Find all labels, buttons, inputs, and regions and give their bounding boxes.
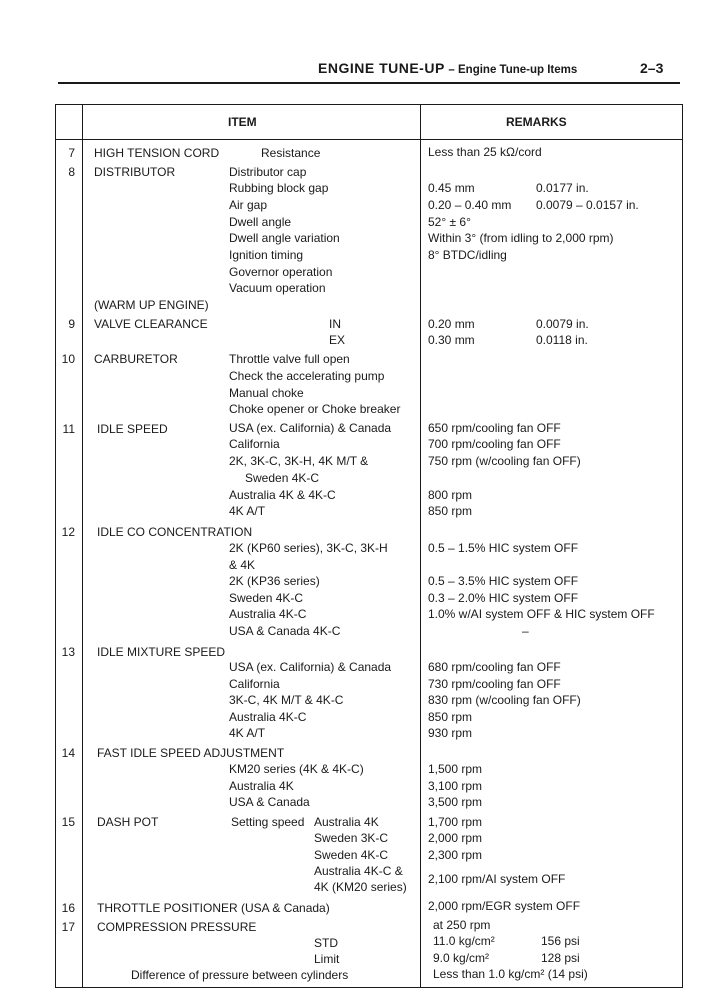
remark-value: Less than 1.0 kg/cm² (14 psi) (433, 967, 588, 981)
page-number: 2–3 (640, 60, 664, 76)
row-number: 12 (61, 525, 75, 539)
condition-note: (WARM UP ENGINE) (94, 298, 209, 312)
remark-value: at 250 rpm (433, 918, 491, 932)
sub-item: Vacuum operation (229, 281, 326, 295)
sub-item: Dwell angle variation (229, 231, 340, 245)
sub-item: 4K (KM20 series) (314, 880, 407, 894)
item-title: THROTTLE POSITIONER (USA & Canada) (97, 901, 330, 915)
remark-value: 0.45 mm (428, 181, 475, 195)
remark-inch: 0.0177 in. (536, 181, 589, 195)
sub-item: IN (329, 317, 341, 331)
remark-value: 930 rpm (428, 726, 473, 740)
header-rule (58, 82, 680, 84)
row-number: 15 (61, 815, 75, 829)
remark-value: 700 rpm/cooling fan OFF (428, 437, 561, 451)
sub-item: Dwell angle (229, 215, 292, 229)
item-title: DASH POT (97, 815, 159, 829)
sub-item: Australia 4K (314, 815, 379, 829)
row-number: 8 (68, 165, 75, 179)
remark-value: 0.5 – 3.5% HIC system OFF (428, 574, 579, 588)
remark-value: 1,700 rpm (428, 815, 483, 829)
item-title: VALVE CLEARANCE (94, 317, 208, 331)
row-number: 7 (68, 146, 75, 160)
remark-value: 8° BTDC/idling (428, 248, 507, 262)
row-number: 10 (61, 352, 75, 366)
item-detail: Resistance (261, 146, 321, 160)
remark-value: 0.3 – 2.0% HIC system OFF (428, 591, 579, 605)
remarks-column-rule (420, 105, 421, 987)
remark-value: 1,500 rpm (428, 762, 483, 776)
header-title: ENGINE TUNE-UP (318, 60, 445, 76)
remark-value: 800 rpm (428, 488, 473, 502)
sub-item: Sweden 3K-C (314, 831, 389, 845)
row-number: 16 (61, 901, 75, 915)
sub-item: Australia 4K (229, 779, 294, 793)
item-title: DISTRIBUTOR (94, 165, 176, 179)
remark-value: – (522, 624, 529, 638)
sub-item: 4K A/T (229, 726, 266, 740)
sub-item: Rubbing block gap (229, 181, 329, 195)
remark-value: 3,100 rpm (428, 779, 483, 793)
sub-item: USA (ex. California) & Canada (229, 421, 392, 435)
sub-item: USA (ex. California) & Canada (229, 660, 392, 674)
sub-item: Sweden 4K-C (314, 848, 389, 862)
item-detail: Setting speed (231, 815, 305, 829)
header-row-rule (56, 139, 682, 140)
row-number: 9 (68, 317, 75, 331)
sub-item: 2K (KP60 series), 3K-C, 3K-H (229, 541, 388, 555)
sub-item: USA & Canada 4K-C (229, 624, 341, 638)
item-title: COMPRESSION PRESSURE (97, 920, 257, 934)
remark-value: 9.0 kg/cm² (433, 951, 490, 965)
remark-value: Less than 25 kΩ/cord (428, 145, 542, 159)
row-number: 11 (62, 422, 75, 436)
item-column-header: ITEM (228, 115, 257, 129)
running-header (318, 60, 577, 76)
remark-value: 3,500 rpm (428, 795, 483, 809)
item-title: CARBURETOR (94, 352, 178, 366)
num-column-rule (82, 105, 83, 987)
remark-value: Within 3° (from idling to 2,000 rpm) (428, 231, 614, 245)
remark-value: 52° ± 6° (428, 215, 471, 229)
sub-item: Ignition timing (229, 248, 304, 262)
remark-value: 750 rpm (w/cooling fan OFF) (428, 454, 581, 468)
sub-item: Air gap (229, 198, 268, 212)
remark-value: 850 rpm (428, 710, 473, 724)
remark-value: 0.5 – 1.5% HIC system OFF (428, 541, 579, 555)
sub-item: EX (329, 333, 346, 347)
sub-item: Australia 4K-C & (314, 864, 403, 878)
remarks-column-header: REMARKS (506, 115, 567, 129)
remark-value: 11.0 kg/cm² (433, 934, 495, 948)
remark-inch: 0.0118 in. (536, 333, 588, 347)
remark-inch: 128 psi (541, 951, 580, 965)
remark-value: 2,000 rpm (428, 831, 483, 845)
remark-value: 2,100 rpm/AI system OFF (428, 872, 566, 886)
sub-item: California (229, 437, 280, 451)
sub-item: Limit (314, 952, 340, 966)
sub-item: Throttle valve full open (229, 352, 350, 366)
row-number: 13 (61, 645, 75, 659)
remark-value: 0.20 mm (428, 317, 475, 331)
sub-item: & 4K (229, 558, 256, 572)
sub-item: 2K, 3K-C, 3K-H, 4K M/T & (229, 454, 369, 468)
sub-item: Distributor cap (229, 165, 307, 179)
remark-inch: 156 psi (541, 934, 580, 948)
remark-inch: 0.0079 – 0.0157 in. (536, 198, 639, 212)
sub-item: Australia 4K & 4K-C (229, 488, 336, 502)
item-title: IDLE MIXTURE SPEED (97, 645, 226, 659)
sub-item: Australia 4K-C (229, 607, 307, 621)
sub-item: Manual choke (229, 386, 304, 400)
remark-value: 0.20 – 0.40 mm (428, 198, 512, 212)
remark-value: 650 rpm/cooling fan OFF (428, 421, 561, 435)
sub-item: Check the accelerating pump (229, 369, 385, 383)
sub-item: STD (314, 936, 338, 950)
remark-value: 0.30 mm (428, 333, 475, 347)
remark-value: 830 rpm (w/cooling fan OFF) (428, 693, 581, 707)
sub-item: Choke opener or Choke breaker (229, 402, 401, 416)
sub-item: Difference of pressure between cylinders (131, 968, 349, 982)
remark-value: 730 rpm/cooling fan OFF (428, 677, 561, 691)
item-title: HIGH TENSION CORD (94, 146, 220, 160)
remark-value: 2,000 rpm/EGR system OFF (428, 899, 581, 913)
sub-item: 3K-C, 4K M/T & 4K-C (229, 693, 344, 707)
sub-item: USA & Canada (229, 795, 310, 809)
sub-item: Governor operation (229, 265, 333, 279)
header-subtitle: – Engine Tune-up Items (448, 64, 578, 76)
remark-inch: 0.0079 in. (536, 317, 589, 331)
sub-item: California (229, 677, 280, 691)
item-title: FAST IDLE SPEED ADJUSTMENT (97, 746, 285, 760)
row-number: 14 (61, 746, 75, 760)
sub-item: Sweden 4K-C (245, 471, 320, 485)
remark-value: 2,300 rpm (428, 848, 483, 862)
remark-value: 680 rpm/cooling fan OFF (428, 660, 561, 674)
remark-value: 1.0% w/AI system OFF & HIC system OFF (428, 607, 655, 621)
sub-item: Sweden 4K-C (229, 591, 304, 605)
remark-value: 850 rpm (428, 504, 473, 518)
sub-item: 4K A/T (229, 504, 266, 518)
sub-item: Australia 4K-C (229, 710, 307, 724)
sub-item: 2K (KP36 series) (229, 574, 320, 588)
sub-item: KM20 series (4K & 4K-C) (229, 762, 364, 776)
item-title: IDLE SPEED (97, 422, 168, 436)
item-title: IDLE CO CONCENTRATION (97, 525, 253, 539)
row-number: 17 (61, 920, 75, 934)
